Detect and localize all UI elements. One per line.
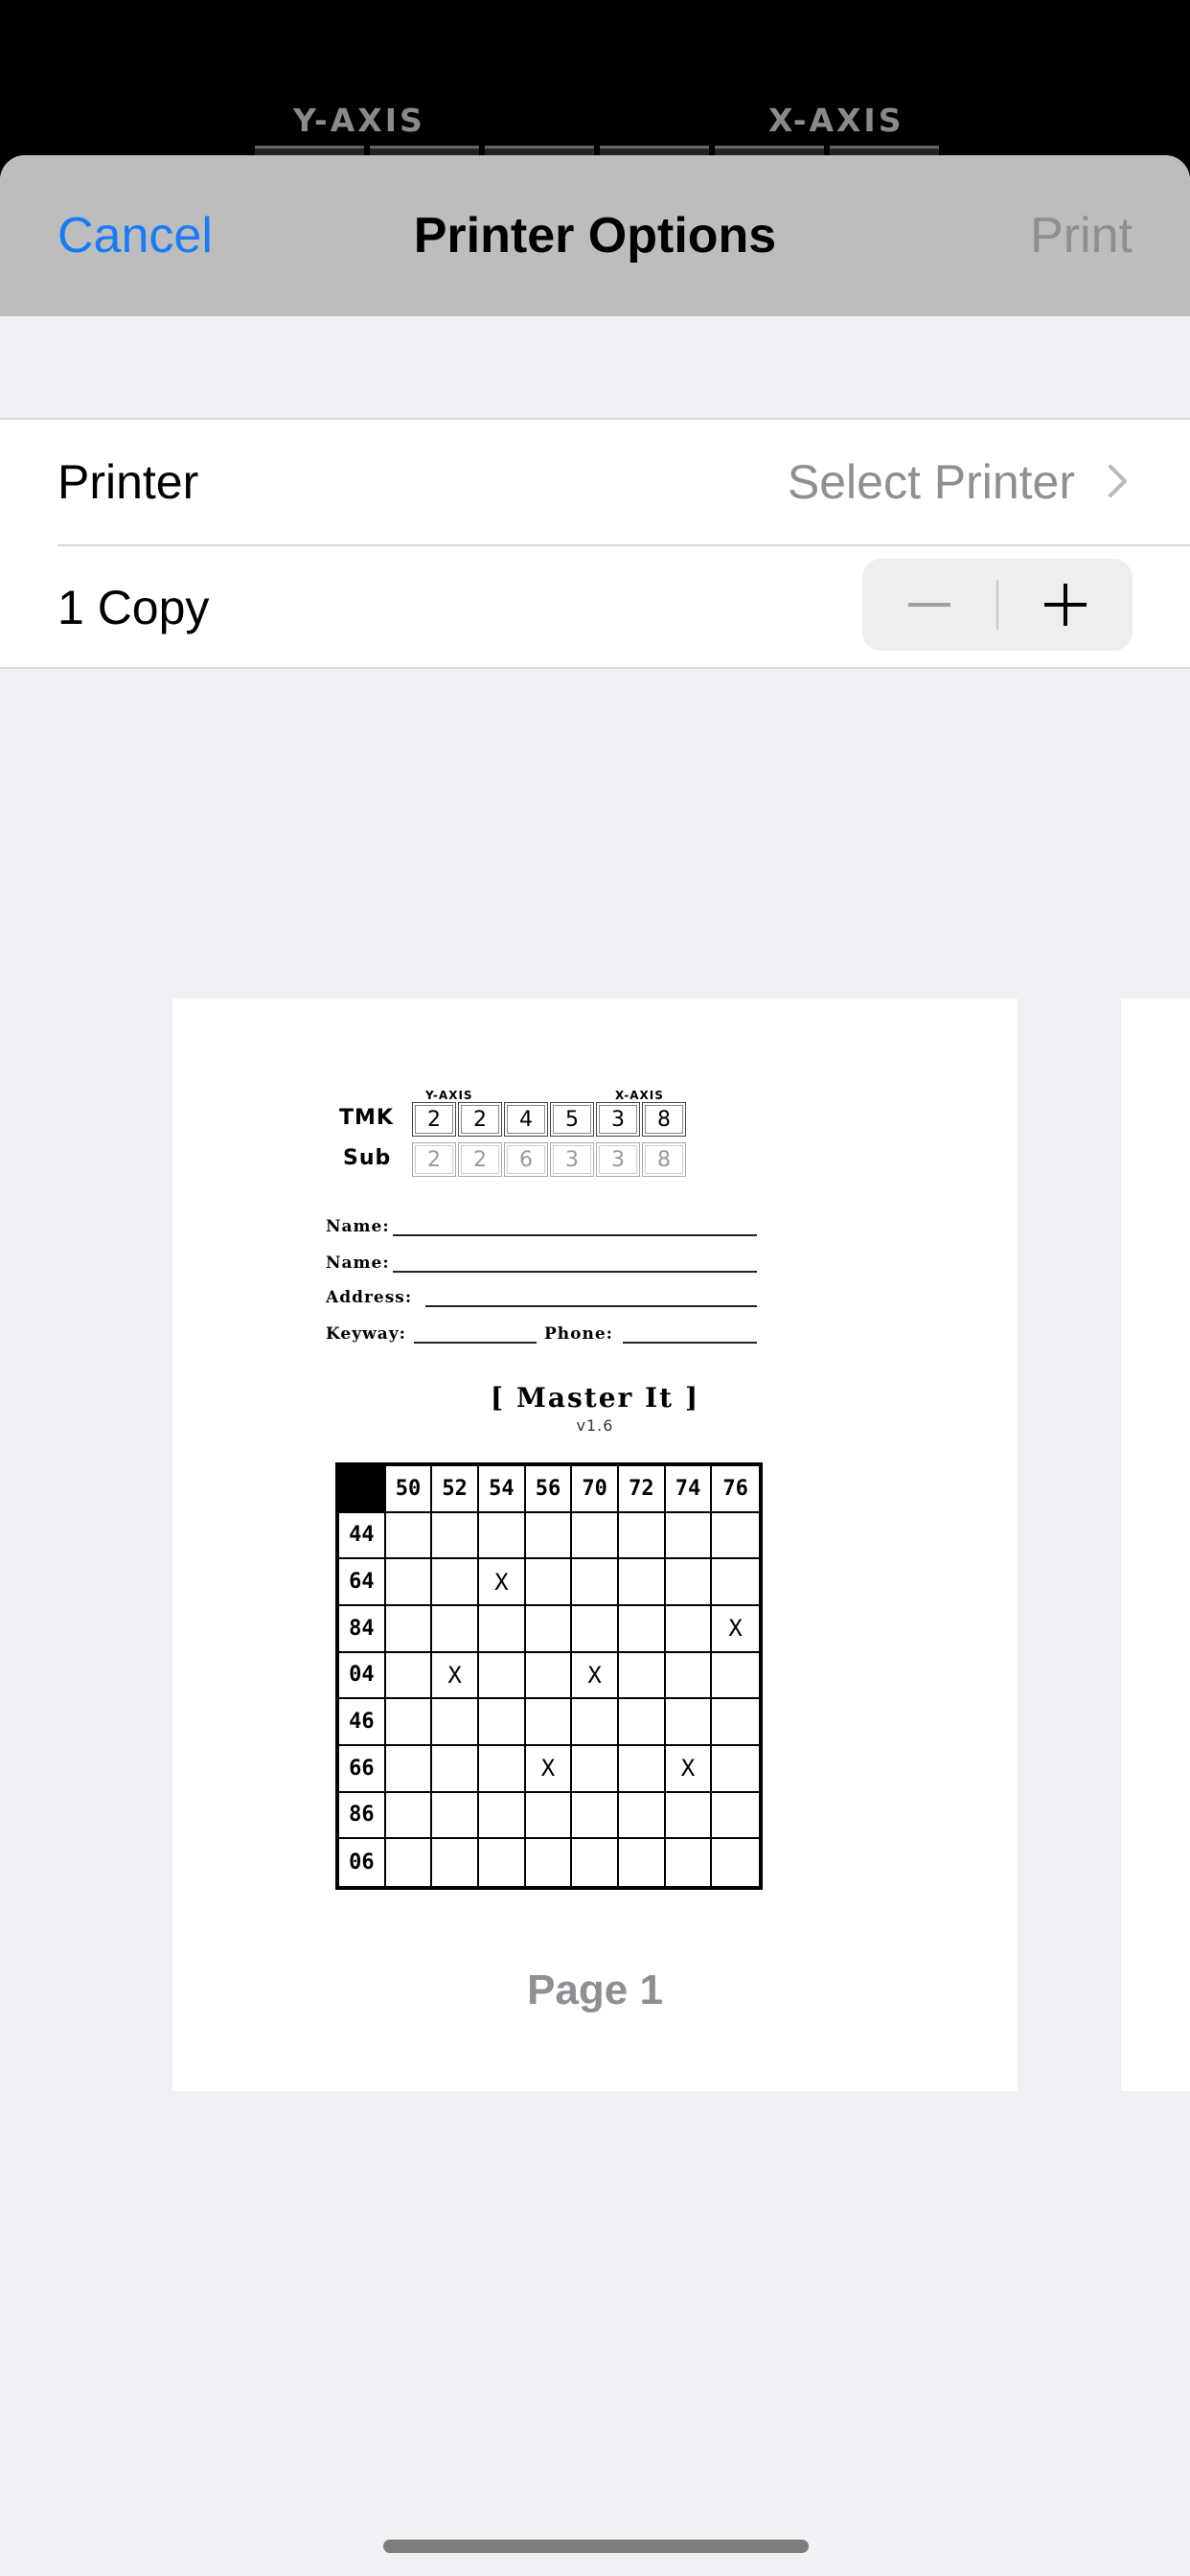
grid-cell bbox=[479, 1699, 526, 1746]
tmk-cell: 2 bbox=[458, 1102, 502, 1137]
grid-cell: X bbox=[572, 1653, 619, 1700]
grid-cell bbox=[712, 1839, 759, 1886]
grid-cell bbox=[572, 1606, 619, 1653]
grid-column-header: 74 bbox=[666, 1466, 713, 1513]
grid-cell bbox=[572, 1746, 619, 1793]
copies-row bbox=[0, 545, 1190, 670]
grid-cell bbox=[526, 1793, 573, 1840]
tmk-cell: 8 bbox=[642, 1102, 686, 1137]
sub-label: Sub bbox=[343, 1146, 392, 1170]
grid-cell bbox=[386, 1839, 433, 1886]
keyway-field-label: Keyway: bbox=[326, 1324, 406, 1344]
grid-cell bbox=[712, 1559, 759, 1606]
navigation-bar bbox=[0, 155, 1190, 316]
grid-cell bbox=[712, 1653, 759, 1700]
preview-y-axis-label: Y-AXIS bbox=[425, 1089, 473, 1102]
tmk-label: TMK bbox=[339, 1106, 394, 1130]
name-field-line bbox=[393, 1234, 757, 1236]
page-title: Printer Options bbox=[413, 208, 777, 264]
grid-cell bbox=[479, 1793, 526, 1840]
name-field-line-2 bbox=[393, 1271, 757, 1273]
sub-cell: 8 bbox=[642, 1142, 686, 1177]
sub-cell: 2 bbox=[458, 1142, 502, 1177]
grid-row-header: 46 bbox=[339, 1699, 386, 1746]
tmk-cell: 3 bbox=[596, 1102, 640, 1137]
grid-cell bbox=[479, 1606, 526, 1653]
page-preview[interactable] bbox=[172, 999, 1018, 2091]
next-page-preview[interactable] bbox=[1121, 999, 1190, 2091]
grid-cell bbox=[572, 1793, 619, 1840]
page-label: Page 1 bbox=[527, 1966, 663, 2013]
grid-cell bbox=[432, 1839, 479, 1886]
grid-row-header: 64 bbox=[339, 1559, 386, 1606]
grid-cell: X bbox=[479, 1559, 526, 1606]
grid-cell bbox=[432, 1746, 479, 1793]
grid-column-header: 72 bbox=[619, 1466, 666, 1513]
grid-row-header: 44 bbox=[339, 1513, 386, 1560]
print-button[interactable]: Print bbox=[1030, 208, 1133, 264]
grid-cell bbox=[386, 1746, 433, 1793]
copies-stepper bbox=[862, 559, 1133, 651]
grid-cell bbox=[386, 1793, 433, 1840]
grid-cell: X bbox=[432, 1653, 479, 1700]
grid-row-header: 06 bbox=[339, 1839, 386, 1886]
minus-icon bbox=[908, 603, 950, 607]
grid-corner bbox=[339, 1466, 386, 1513]
grid-cell bbox=[526, 1699, 573, 1746]
grid-row-header: 04 bbox=[339, 1653, 386, 1700]
grid-cell bbox=[572, 1559, 619, 1606]
name-field-label-2: Name: bbox=[326, 1254, 390, 1273]
grid-cell bbox=[666, 1559, 713, 1606]
grid-cell bbox=[712, 1793, 759, 1840]
address-field-label: Address: bbox=[326, 1288, 413, 1307]
select-printer-value: Select Printer bbox=[787, 455, 1075, 509]
grid-cell bbox=[712, 1513, 759, 1560]
tmk-cell: 2 bbox=[412, 1102, 456, 1137]
grid-cell bbox=[526, 1653, 573, 1700]
grid-cell bbox=[526, 1606, 573, 1653]
grid-cell bbox=[479, 1653, 526, 1700]
phone-field-line bbox=[623, 1342, 757, 1344]
printer-options-sheet bbox=[0, 155, 1190, 2576]
grid-cell bbox=[386, 1559, 433, 1606]
grid-cell: X bbox=[526, 1746, 573, 1793]
grid-cell bbox=[432, 1559, 479, 1606]
grid-cell bbox=[572, 1513, 619, 1560]
keyway-field-line bbox=[414, 1342, 537, 1344]
grid-cell bbox=[712, 1699, 759, 1746]
grid-cell bbox=[666, 1606, 713, 1653]
grid-cell bbox=[386, 1513, 433, 1560]
grid-cell bbox=[432, 1699, 479, 1746]
background-y-axis-label: Y-AXIS bbox=[293, 102, 425, 139]
grid-cell bbox=[666, 1793, 713, 1840]
master-grid bbox=[335, 1462, 763, 1890]
plus-icon bbox=[1044, 584, 1087, 626]
document-version: v1.6 bbox=[576, 1416, 614, 1435]
home-indicator[interactable] bbox=[383, 2540, 809, 2553]
tmk-cell: 5 bbox=[550, 1102, 594, 1137]
grid-cell: X bbox=[712, 1606, 759, 1653]
preview-x-axis-label: X-AXIS bbox=[615, 1089, 664, 1102]
grid-cell bbox=[619, 1606, 666, 1653]
grid-row-header: 86 bbox=[339, 1793, 386, 1840]
grid-column-header: 70 bbox=[572, 1466, 619, 1513]
phone-field-label: Phone: bbox=[544, 1324, 613, 1344]
decrement-button[interactable] bbox=[862, 559, 996, 651]
grid-cell bbox=[572, 1839, 619, 1886]
sub-cell: 3 bbox=[596, 1142, 640, 1177]
chevron-right-icon bbox=[1108, 464, 1129, 498]
grid-cell bbox=[526, 1513, 573, 1560]
grid-cell bbox=[619, 1513, 666, 1560]
grid-cell: X bbox=[666, 1746, 713, 1793]
grid-cell bbox=[479, 1839, 526, 1886]
grid-cell bbox=[712, 1746, 759, 1793]
grid-cell bbox=[386, 1653, 433, 1700]
grid-cell bbox=[526, 1559, 573, 1606]
tmk-cell: 4 bbox=[504, 1102, 548, 1137]
grid-cell bbox=[432, 1793, 479, 1840]
settings-group bbox=[0, 418, 1190, 669]
background-app bbox=[0, 0, 1190, 172]
grid-row-header: 66 bbox=[339, 1746, 386, 1793]
grid-cell bbox=[619, 1559, 666, 1606]
grid-cell bbox=[619, 1653, 666, 1700]
grid-cell bbox=[432, 1606, 479, 1653]
grid-column-header: 52 bbox=[432, 1466, 479, 1513]
grid-cell bbox=[386, 1606, 433, 1653]
grid-cell bbox=[619, 1793, 666, 1840]
grid-cell bbox=[619, 1839, 666, 1886]
grid-column-header: 56 bbox=[526, 1466, 573, 1513]
grid-column-header: 50 bbox=[386, 1466, 433, 1513]
sub-cell: 2 bbox=[412, 1142, 456, 1177]
cancel-button[interactable]: Cancel bbox=[57, 208, 213, 264]
name-field-label: Name: bbox=[326, 1217, 390, 1236]
grid-column-header: 76 bbox=[712, 1466, 759, 1513]
grid-cell bbox=[572, 1699, 619, 1746]
grid-cell bbox=[619, 1699, 666, 1746]
printer-label: Printer bbox=[57, 455, 199, 509]
printer-row[interactable] bbox=[0, 420, 1190, 544]
grid-cell bbox=[386, 1699, 433, 1746]
grid-cell bbox=[432, 1513, 479, 1560]
background-x-axis-label: X-AXIS bbox=[768, 102, 904, 139]
grid-row-header: 84 bbox=[339, 1606, 386, 1653]
address-field-line bbox=[425, 1305, 757, 1307]
grid-cell bbox=[666, 1839, 713, 1886]
grid-cell bbox=[666, 1699, 713, 1746]
grid-cell bbox=[479, 1746, 526, 1793]
grid-cell bbox=[526, 1839, 573, 1886]
increment-button[interactable] bbox=[998, 559, 1133, 651]
sub-cell: 3 bbox=[550, 1142, 594, 1177]
grid-cell bbox=[666, 1653, 713, 1700]
grid-cell bbox=[666, 1513, 713, 1560]
grid-cell bbox=[479, 1513, 526, 1560]
grid-cell bbox=[619, 1746, 666, 1793]
sub-cell: 6 bbox=[504, 1142, 548, 1177]
document-title: [ Master It ] bbox=[490, 1382, 700, 1414]
copies-label: 1 Copy bbox=[57, 581, 210, 634]
grid-column-header: 54 bbox=[479, 1466, 526, 1513]
